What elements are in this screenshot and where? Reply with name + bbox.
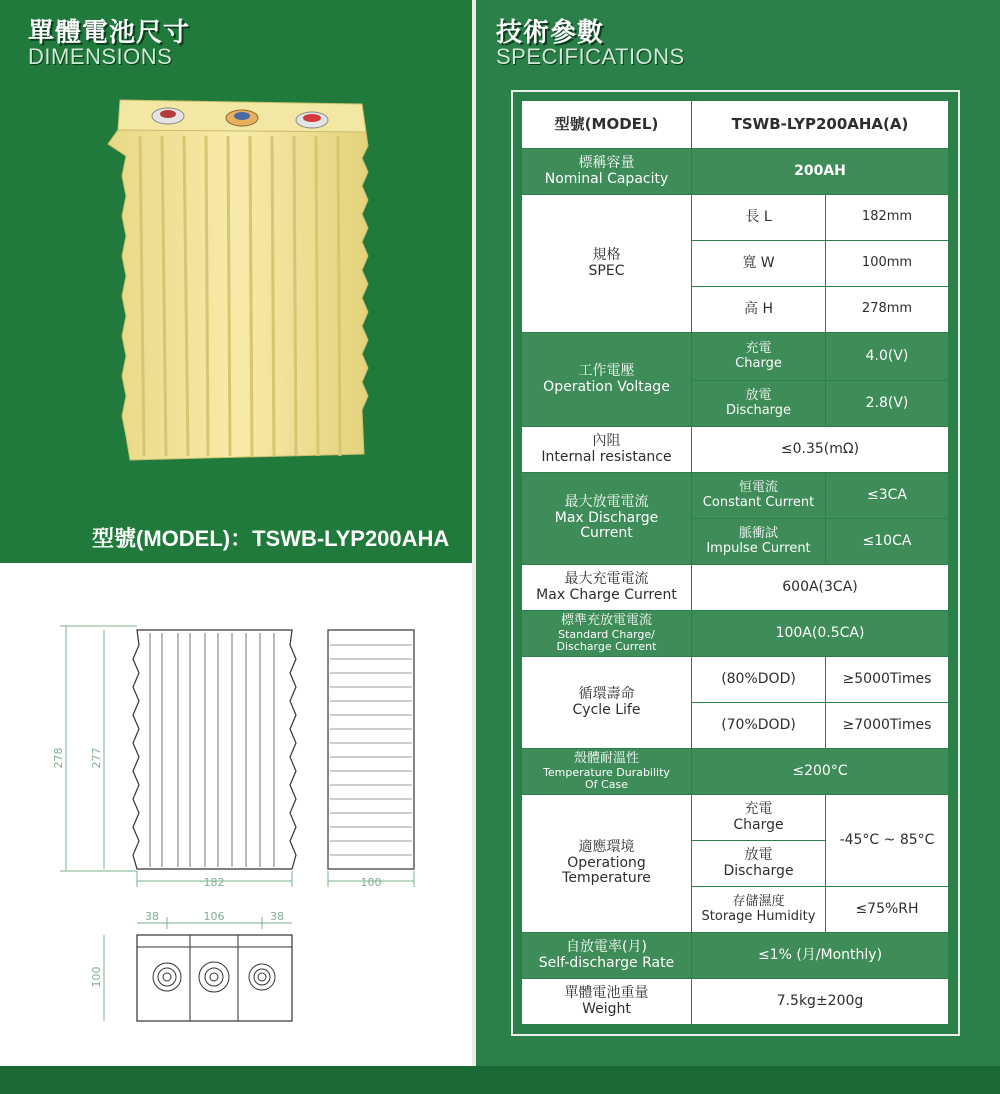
table-row [522,749,949,795]
table-row [522,979,949,1025]
specifications-title-cn: 技術參數 [496,18,605,48]
dim-top-width: 100 [90,966,103,988]
standard-charge-label: 標準充放電電流 Standard Charge/ Discharge Current [522,611,692,657]
self-discharge-label: 自放電率(月) Self-discharge Rate [522,933,692,979]
model-caption: 型號(MODEL)：TSWB-LYP200AHA [92,526,450,551]
table-row [522,101,949,149]
operation-voltage-label: 工作電壓 Operation Voltage [522,333,692,427]
table-row [522,195,949,241]
technical-drawing [0,563,472,1066]
internal-resistance-value: ≤0.35(mΩ) [692,427,949,473]
dim-length: 182 [203,876,225,889]
table-row [522,611,949,657]
max-discharge-label: 最大放電電流 Max Discharge Current [522,473,692,565]
constant-current-label: 恒電流 Constant Current [692,473,826,519]
impulse-current-label: 脈衝試 Impulse Current [692,519,826,565]
height-label: 高 H [692,287,826,333]
storage-humidity-label: 存儲濕度 Storage Humidity [692,887,826,933]
dim-top-mid: 106 [203,910,225,923]
dod70-label: (70%DOD) [692,703,826,749]
height-value: 278mm [826,287,949,333]
dim-top-right: 38 [270,910,284,923]
dod80-label: (80%DOD) [692,657,826,703]
dod80-value: ≥5000Times [826,657,949,703]
specifications-title-en: SPECIFICATIONS [496,44,685,69]
cycle-life-label: 循環壽命 Cycle Life [522,657,692,749]
dod70-value: ≥7000Times [826,703,949,749]
table-row [522,933,949,979]
impulse-current-value: ≤10CA [826,519,949,565]
battery-photo [100,96,380,476]
operating-temperature-label: 適應環境 Operationg Temperature [522,795,692,933]
table-row [522,149,949,195]
weight-value: 7.5kg±200g [692,979,949,1025]
charge-voltage-label: 充電 Charge [692,333,826,381]
dimensions-title-en: DIMENSIONS [28,44,173,69]
storage-humidity-value: ≤75%RH [826,887,949,933]
model-label: 型號(MODEL) [522,101,692,149]
standard-charge-value: 100A(0.5CA) [692,611,949,657]
dim-height-outer: 278 [52,747,65,769]
max-charge-label: 最大充電電流 Max Charge Current [522,565,692,611]
table-row [522,427,949,473]
table-row [522,333,949,381]
op-temperature-range: -45°C ~ 85°C [826,795,949,887]
weight-label: 單體電池重量 Weight [522,979,692,1025]
spec-table [521,100,949,1025]
table-row [522,795,949,841]
temperature-durability-label: 殼體耐溫性 Temperature Durability Of Case [522,749,692,795]
discharge-voltage-label: 放電 Discharge [692,381,826,427]
width-value: 100mm [826,241,949,287]
table-row [522,565,949,611]
spec-label: 規格 SPEC [522,195,692,333]
temperature-durability-value: ≤200°C [692,749,949,795]
charge-voltage-value: 4.0(V) [826,333,949,381]
dim-width-side: 100 [360,876,382,889]
op-charge-label: 充電 Charge [692,795,826,841]
internal-resistance-label: 內阻 Internal resistance [522,427,692,473]
dimensions-title-cn: 單體電池尺寸 [28,18,191,48]
dim-height-inner: 277 [90,747,103,769]
nominal-capacity-label: 標稱容量 Nominal Capacity [522,149,692,195]
width-label: 寬 W [692,241,826,287]
constant-current-value: ≤3CA [826,473,949,519]
table-row [522,657,949,703]
nominal-capacity-value: 200AH [692,149,949,195]
max-charge-value: 600A(3CA) [692,565,949,611]
table-row [522,473,949,519]
dimensions-panel [0,0,472,563]
op-discharge-label: 放電 Discharge [692,841,826,887]
discharge-voltage-value: 2.8(V) [826,381,949,427]
footer-bar [0,1066,1000,1094]
self-discharge-value: ≤1% (月/Monthly) [692,933,949,979]
length-label: 長 L [692,195,826,241]
dim-top-left: 38 [145,910,159,923]
length-value: 182mm [826,195,949,241]
technical-drawing-panel [0,563,472,1066]
model-value: TSWB-LYP200AHA(A) [692,101,949,149]
